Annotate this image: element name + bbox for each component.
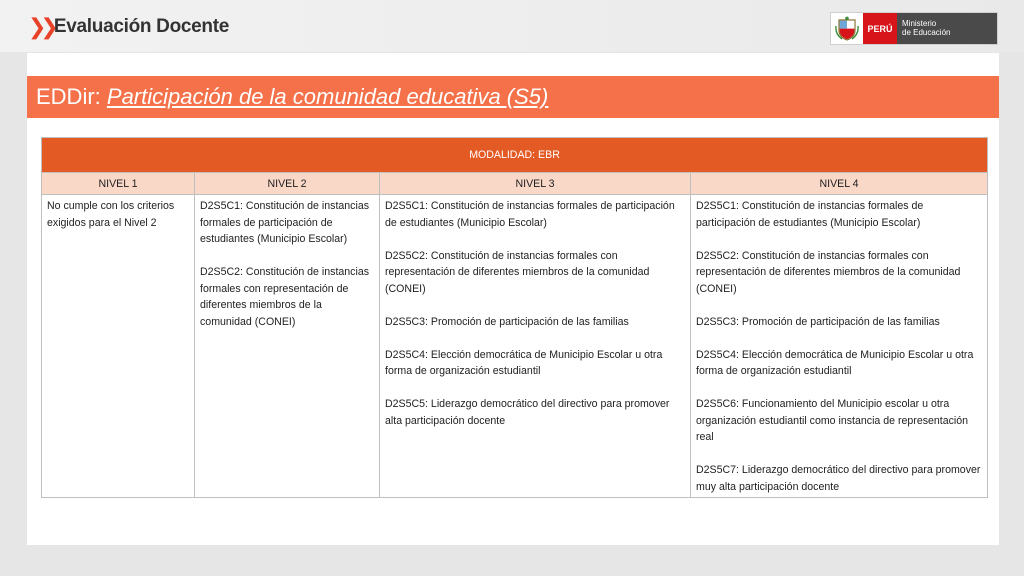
criterion-text: D2S5C1: Constitución de instancias formales de participación de estudiantes (Municipio Escolar) (200, 200, 370, 245)
peru-label: PERÚ (863, 13, 897, 44)
nivel-4-cell (691, 195, 988, 498)
level-header: NIVEL 3 (380, 173, 691, 195)
criterion-text: D2S5C2: Constitución de instancias formales con representación de diferentes miembros de la comunidad (CONEI) (200, 266, 370, 328)
ministry-logo (830, 12, 998, 45)
criterion-text: D2S5C7: Liderazgo democrático del directivo para promover muy alta participación docente (696, 464, 981, 493)
brand-text: Evaluación Docente (53, 16, 230, 37)
level-header: NIVEL 1 (42, 173, 195, 195)
criterion-text: No cumple con los criterios exigidos para el Nivel 2 (47, 200, 175, 229)
criterion-text: D2S5C1: Constitución de instancias formales de participación de estudiantes (Municipio Escolar) (696, 200, 924, 229)
criterion-text: D2S5C4: Elección democrática de Municipio Escolar u otra forma de organización estudiantil (696, 348, 974, 377)
brand-logo (28, 14, 229, 40)
criteria-row (42, 195, 988, 498)
ministry-line-1: Ministerio (902, 19, 937, 28)
criterion-text: D2S5C3: Promoción de participación de las familias (696, 315, 940, 328)
criterion-text: D2S5C5: Liderazgo democrático del directivo para promover alta participación docente (385, 398, 670, 427)
title-band (27, 76, 999, 118)
title-subtitle: Participación de la comunidad educativa (S5) (106, 84, 549, 109)
ministry-label (897, 13, 997, 44)
coat-of-arms-icon (831, 13, 863, 44)
title-prefix: EDDir: (36, 84, 107, 109)
ministry-line-2: de Educación (902, 28, 951, 37)
level-header-row (42, 173, 988, 195)
criterion-text: D2S5C3: Promoción de participación de las familias (385, 315, 629, 328)
nivel-1-cell (42, 195, 195, 498)
nivel-2-cell (195, 195, 380, 498)
criterion-text: D2S5C2: Constitución de instancias formales con representación de diferentes miembros de la comunidad (CONEI) (696, 249, 961, 295)
criterion-text: D2S5C2: Constitución de instancias formales con representación de diferentes miembros de la comunidad (CONEI) (385, 249, 650, 295)
modality-header: MODALIDAD: EBR (42, 138, 988, 173)
level-header: NIVEL 2 (195, 173, 380, 195)
top-bar (0, 0, 1024, 52)
levels-table (41, 137, 988, 498)
page-title (36, 84, 548, 110)
chevron-icon: ❯❯ (28, 14, 53, 39)
modality-row (42, 138, 988, 173)
nivel-3-cell (380, 195, 691, 498)
criterion-text: D2S5C1: Constitución de instancias formales de participación de estudiantes (Municipio Escolar) (385, 200, 675, 229)
criterion-text: D2S5C4: Elección democrática de Municipio Escolar u otra forma de organización estudiantil (385, 348, 663, 377)
level-header: NIVEL 4 (691, 173, 988, 195)
criterion-text: D2S5C6: Funcionamiento del Municipio escolar u otra organización estudiantil como instancia de representación real (696, 398, 969, 443)
